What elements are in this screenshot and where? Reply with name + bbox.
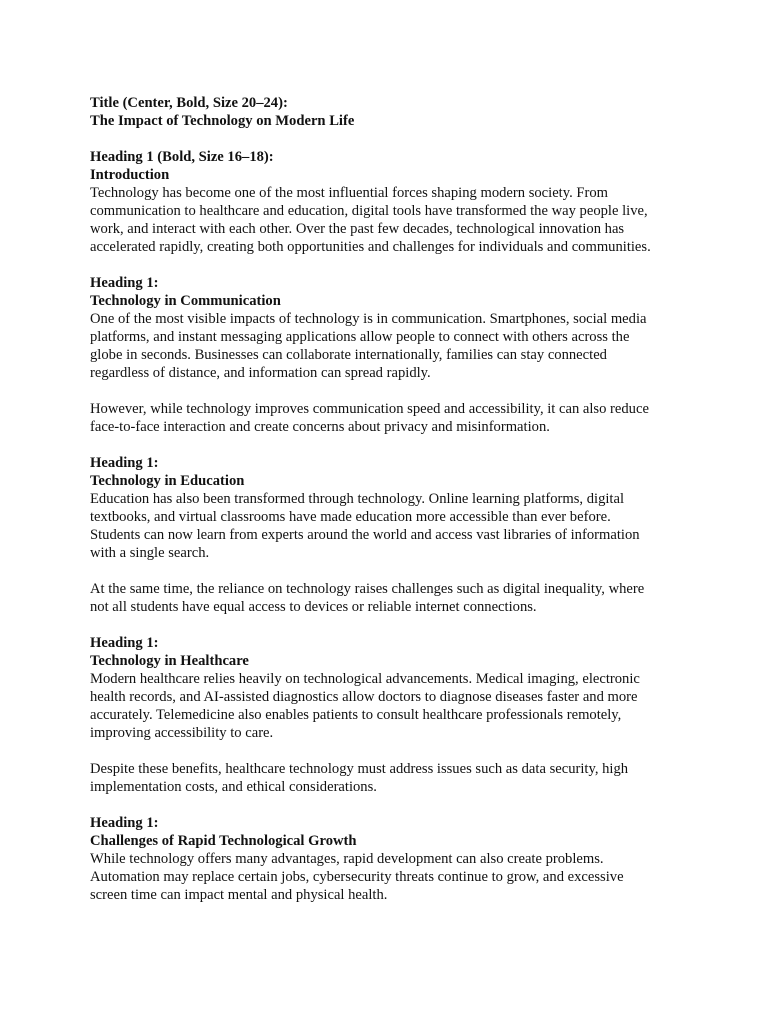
paragraph-line: Despite these benefits, healthcare technology must address issues such as data security, high: [90, 761, 629, 777]
spacer: [90, 130, 690, 148]
paragraph-line: accelerated rapidly, creating both opportunities and challenges for individuals and communities.: [90, 239, 651, 255]
section-challenges: [90, 814, 690, 904]
paragraph-line: accurately. Telemedicine also enables patients to consult healthcare professionals remotely,: [90, 707, 622, 723]
paragraph: [90, 400, 690, 436]
paragraph-line: with a single search.: [90, 545, 210, 561]
document-title: The Impact of Technology on Modern Life: [90, 113, 355, 129]
paragraph-line: At the same time, the reliance on technology raises challenges such as digital inequality, where: [90, 581, 645, 597]
paragraph-line: improving accessibility to care.: [90, 725, 274, 741]
paragraph-line: While technology offers many advantages, rapid development can also create problems.: [90, 851, 604, 867]
paragraph-line: not all students have equal access to devices or reliable internet connections.: [90, 599, 537, 615]
paragraph-line: health records, and AI-assisted diagnostics allow doctors to diagnose diseases faster and more: [90, 689, 638, 705]
paragraph-line: communication to healthcare and education, digital tools have transformed the way people live,: [90, 203, 648, 219]
paragraph: [90, 760, 690, 796]
paragraph: [90, 580, 690, 616]
section-heading: Introduction: [90, 167, 170, 183]
paragraph: [90, 670, 690, 742]
paragraph-line: Education has also been transformed through technology. Online learning platforms, digital: [90, 491, 625, 507]
paragraph-line: face-to-face interaction and create concerns about privacy and misinformation.: [90, 419, 550, 435]
spacer: [90, 796, 690, 814]
paragraph-line: regardless of distance, and information can spread rapidly.: [90, 365, 431, 381]
section-label: Heading 1:: [90, 275, 159, 291]
section-label: Heading 1 (Bold, Size 16–18):: [90, 149, 274, 165]
section-heading: Technology in Healthcare: [90, 653, 249, 669]
paragraph-line: Automation may replace certain jobs, cybersecurity threats continue to grow, and excessive: [90, 869, 624, 885]
spacer: [90, 436, 690, 454]
section-communication: [90, 274, 690, 436]
paragraph: [90, 850, 690, 904]
paragraph: [90, 184, 690, 256]
section-label: Heading 1:: [90, 815, 159, 831]
section-label: Heading 1:: [90, 635, 159, 651]
paragraph-line: textbooks, and virtual classrooms have made education more accessible than ever before.: [90, 509, 611, 525]
spacer: [90, 382, 690, 400]
section-label: Heading 1:: [90, 455, 159, 471]
section-healthcare: [90, 634, 690, 796]
paragraph-line: work, and interact with each other. Over the past few decades, technological innovation has: [90, 221, 625, 237]
paragraph: [90, 490, 690, 562]
paragraph-line: platforms, and instant messaging applications allow people to connect with others across the: [90, 329, 630, 345]
paragraph-line: Technology has become one of the most influential forces shaping modern society. From: [90, 185, 609, 201]
paragraph-line: implementation costs, and ethical considerations.: [90, 779, 377, 795]
paragraph-line: Modern healthcare relies heavily on technological advancements. Medical imaging, electronic: [90, 671, 640, 687]
paragraph-line: Students can now learn from experts around the world and access vast libraries of information: [90, 527, 640, 543]
paragraph-line: One of the most visible impacts of technology is in communication. Smartphones, social media: [90, 311, 647, 327]
section-introduction: [90, 148, 690, 256]
section-education: [90, 454, 690, 616]
paragraph: [90, 310, 690, 382]
document-body: [90, 94, 690, 904]
spacer: [90, 616, 690, 634]
section-heading: Technology in Communication: [90, 293, 281, 309]
paragraph-line: screen time can impact mental and physical health.: [90, 887, 388, 903]
section-heading: Technology in Education: [90, 473, 245, 489]
spacer: [90, 742, 690, 760]
spacer: [90, 562, 690, 580]
spacer: [90, 256, 690, 274]
section-heading: Challenges of Rapid Technological Growth: [90, 833, 357, 849]
paragraph-line: globe in seconds. Businesses can collaborate internationally, families can stay connected: [90, 347, 607, 363]
paragraph-line: However, while technology improves communication speed and accessibility, it can also reduce: [90, 401, 649, 417]
title-label: Title (Center, Bold, Size 20–24):: [90, 95, 288, 111]
